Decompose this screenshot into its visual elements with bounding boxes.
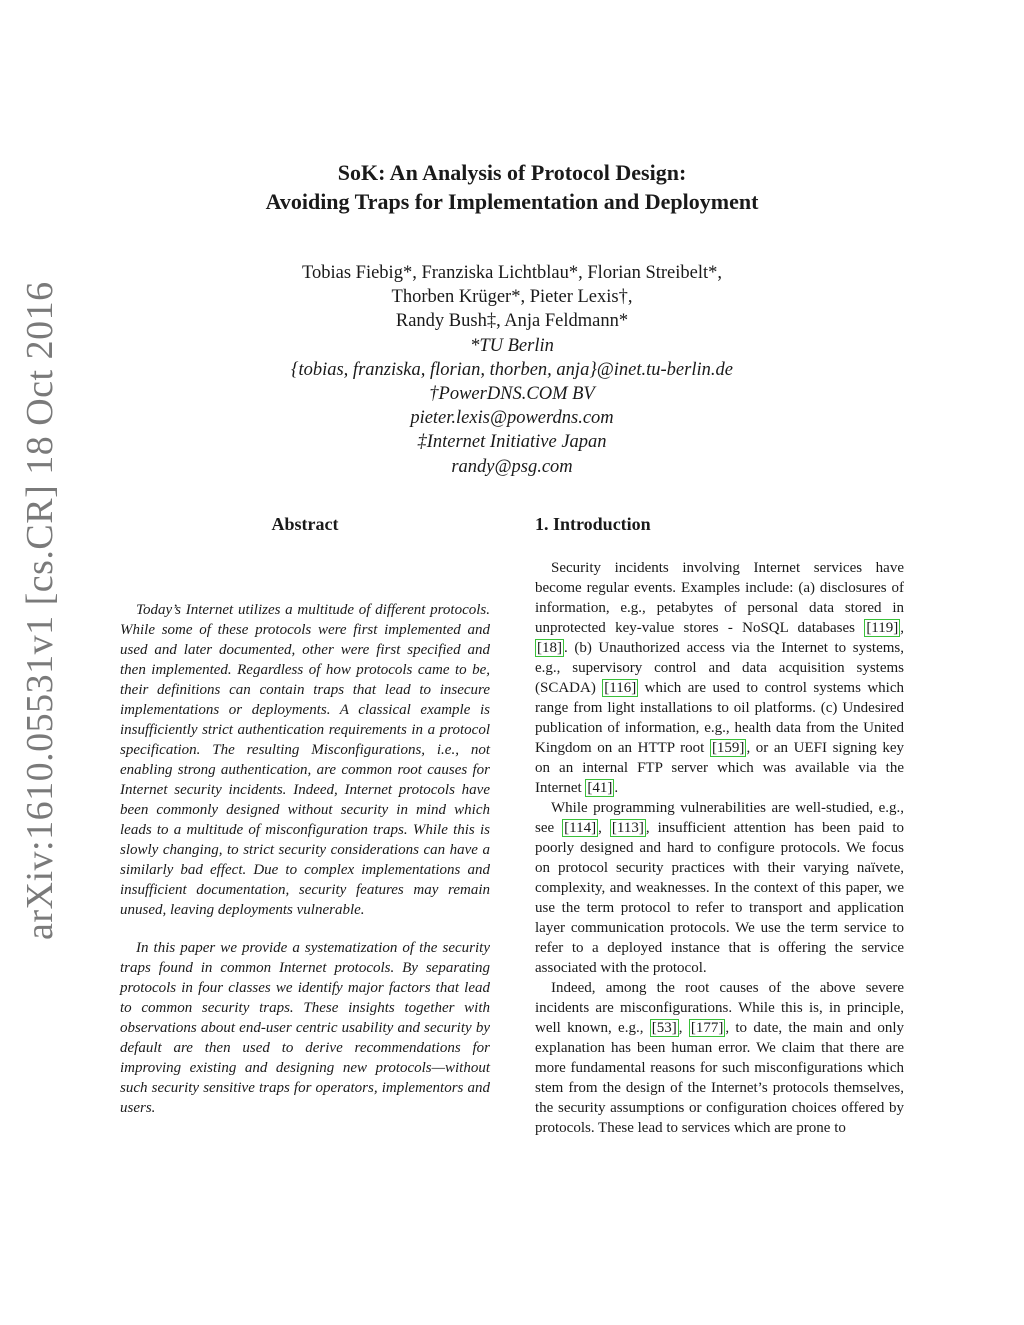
- citation-159[interactable]: [159]: [711, 740, 745, 756]
- citation-53[interactable]: [53]: [651, 1020, 677, 1036]
- citation-41[interactable]: [41]: [587, 780, 613, 796]
- title-line-1: SoK: An Analysis of Protocol Design:: [337, 160, 687, 185]
- citation-18[interactable]: [18]: [537, 640, 562, 656]
- introduction-body: [535, 558, 904, 1138]
- citation-177[interactable]: [177]: [690, 1020, 724, 1036]
- author-block: [200, 261, 824, 479]
- email-iij: randy@psg.com: [451, 456, 573, 477]
- citation-119[interactable]: [119]: [866, 620, 899, 636]
- right-column: [535, 512, 904, 1138]
- authors-line-2: Thorben Krüger*, Pieter Lexis†,: [391, 287, 633, 308]
- affiliation-powerdns: †PowerDNS.COM BV: [429, 384, 595, 405]
- intro-paragraph-2: While programming vulnerabilities are well-studied, e.g., see [114] , [113] , insufficient attention has been paid to poorly designed and hard to configure protocols. We focus on protocol security practices with their varying naïvete, complexity, and weaknesses. In the context of this paper, we use the term protocol to refer to transport and application layer communication protocols. We use the term service to refer to a deployed instance that is offering the service associated with the protocol.: [535, 800, 904, 976]
- abstract-paragraph-2: In this paper we provide a systematization of the security traps found in common Internet protocols. By separating protocols in four classes we identify major factors that lead to common security traps. These insights together with observations about end-user centric usability and security by default are then used to derive recommendations for improving existing and designing new protocols—without such security sensitive traps for operators, implementors and users.: [120, 940, 490, 1116]
- affiliation-iij: ‡Internet Initiative Japan: [417, 432, 607, 453]
- citation-113[interactable]: [113]: [611, 820, 644, 836]
- abstract-heading: Abstract: [271, 514, 339, 534]
- authors-line-3: Randy Bush‡, Anja Feldmann*: [395, 311, 629, 332]
- left-column: [120, 512, 490, 1118]
- introduction-heading: 1. Introduction: [535, 514, 651, 534]
- arxiv-sidebar-identifier: arXiv:1610.05531v1 [cs.CR] 18 Oct 2016: [19, 281, 61, 940]
- abstract-body: [120, 600, 490, 1118]
- email-powerdns: pieter.lexis@powerdns.com: [410, 408, 614, 429]
- email-tu-berlin: {tobias, franziska, florian, thorben, anja}@inet.tu-berlin.de: [291, 359, 733, 380]
- authors-line-1: Tobias Fiebig*, Franziska Lichtblau*, Florian Streibelt*,: [301, 263, 723, 283]
- title-line-2: Avoiding Traps for Implementation and Deployment: [265, 189, 759, 214]
- affiliation-tu-berlin: *TU Berlin: [470, 335, 554, 356]
- intro-paragraph-3: Indeed, among the root causes of the above severe incidents are misconfigurations. While this is, in principle, well known, e.g., [53] , [177] , to date, the main and only explanation has been human error. We claim that there are more fundamental reasons for such misconfigurations which stem from the design of the Internet’s protocols themselves, the security assumptions or configuration choices offered by protocols. These lead to services which are prone to: [535, 980, 904, 1136]
- paper-title: [150, 158, 874, 216]
- citation-114[interactable]: [114]: [564, 820, 597, 836]
- citation-116[interactable]: [116]: [604, 680, 637, 696]
- abstract-paragraph-1: Today’s Internet utilizes a multitude of different protocols. While some of these protocols were first implemented and used and later documented, other were first specified and then implemented. Regardless of how protocols came to be, their definitions can contain traps that lead to insecure implementations or deployments. A classical example is insufficiently strict authentication requirements in a protocol specification. The resulting Misconfigurations, i.e., not enabling strong authentication, are common root causes for Internet security incidents. Indeed, Internet protocols have been commonly designed without security in mind which leads to a multitude of misconfiguration traps. While this is slowly changing, to strict security considerations can have a similarly bad effect. Due to complex implementations and insufficient documentation, security features may remain unused, leaving deployments vulnerable.: [120, 602, 490, 918]
- intro-paragraph-1: Security incidents involving Internet services have become regular events. Examples include: (a) disclosures of information, e.g., petabytes of personal data stored in unprotected key-value stores - NoSQL databases [119] , [18] . (b) Unauthorized access via the Internet to systems, e.g., supervisory control and data acquisition systems (SCADA) [116] which are used to control systems which range from light installations to oil platforms. (c) Undesired publication of information, e.g., health data from the United Kingdom on an HTTP root [159] , or an UEFI signing key on an internal FTP server which was available via the Internet [41] .: [535, 560, 904, 796]
